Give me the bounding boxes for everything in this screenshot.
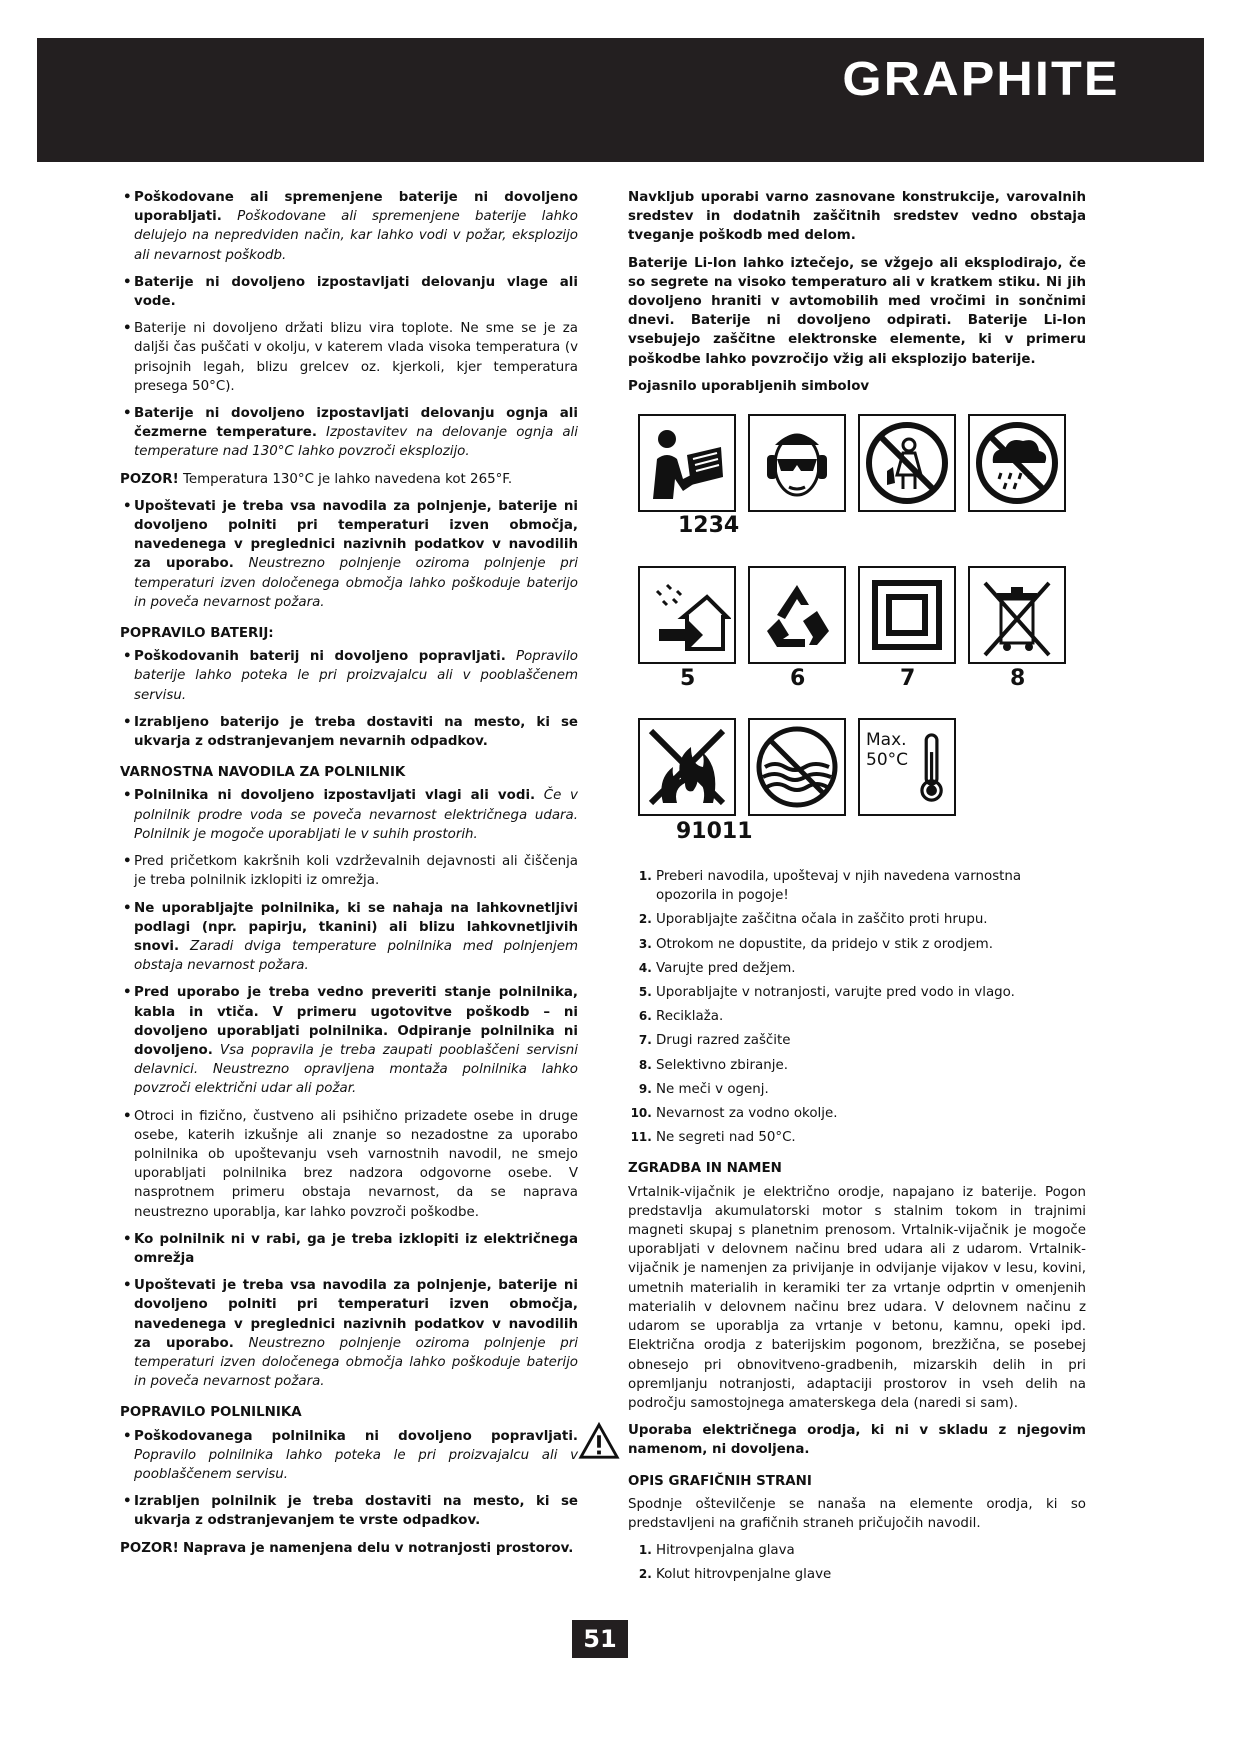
list-item: 1. Hitrovpenjalna glava — [656, 1541, 1086, 1560]
water-hazard-icon — [748, 718, 846, 816]
list-item: 1. Preberi navodila, upoštevaj v njih navedena varnostna opozorila in pogoje! — [656, 867, 1086, 905]
temp-label: 50°C — [866, 750, 909, 771]
right-column — [628, 188, 1086, 1593]
max-temperature-icon — [858, 718, 956, 816]
bullet-flammable: • Ne uporabljajte polnilnika, ki se nahaja na lahkovnetljivi podlagi (npr. papirju, tkanini) ali blizu lahkovnetljivih snovi. Zaradi dviga temperature polnilnika med polnjenjem obstaja nevarnost požara. — [120, 899, 578, 976]
list-item: 10. Nevarnost za vodno okolje. — [656, 1104, 1086, 1123]
indoor-use-icon — [638, 566, 736, 664]
list-item: 4. Varujte pred dežjem. — [656, 959, 1086, 978]
no-children-icon — [858, 414, 956, 512]
list-item: 2. Uporabljajte zaščitna očala in zaščito proti hrupu. — [656, 910, 1086, 929]
bullet-disposal: • Izrabljeno baterijo je treba dostaviti na mesto, ki se ukvarja z odstranjevanjem nevarnih odpadkov. — [120, 713, 578, 751]
goggles-ear-protection-icon — [748, 414, 846, 512]
max-label: Max. — [866, 730, 907, 751]
list-item: 9. Ne meči v ogenj. — [656, 1080, 1086, 1099]
bullet-check-charger: • Pred uporabo je treba vedno preveriti stanje polnilnika, kabla in vtiča. V primeru ugotovitve poškodb – ni dovoljeno uporabljati polnilnika. Odpiranje polnilnika ni dovoljeno. Vsa popravila je treba zaupati pooblaščeni servisni delavnici. Neustrezno opravljena montaža polnilnika lahko povzroči električni udar ali požar. — [120, 983, 578, 1098]
bullet-maintenance: • Pred pričetkom kakršnih koli vzdrževalnih dejavnosti ali čiščenja je treba polnilnik izklopiti iz omrežja. — [120, 852, 578, 890]
label-7: 7 — [900, 666, 916, 692]
list-item: 11. Ne segreti nad 50°C. — [656, 1128, 1086, 1147]
list-item: 7. Drugi razred zaščite — [656, 1031, 1086, 1050]
thermometer-icon — [860, 720, 954, 814]
heading-charger-repair: POPRAVILO POLNILNIKA — [120, 1405, 302, 1421]
bullet-charger-water: • Polnilnika ni dovoljeno izpostavljati vlagi ali vodi. Če v polnilnik prodre voda se poveča nevarnost električnega udara. Polnilnik je mogoče uporabljati le v suhih prostorih. — [120, 786, 578, 844]
symbols-list — [628, 867, 1086, 1147]
graphite-logo: GRAPHITE — [842, 53, 1120, 106]
class-ii-protection-icon — [858, 566, 956, 664]
no-rain-icon — [968, 414, 1066, 512]
bullet-no-repair: • Poškodovanih baterij ni dovoljeno popravljati. Popravilo baterije lahko poteka le pri proizvajalcu ali v pooblaščenem servisu. — [120, 647, 578, 705]
paragraph-graphic-pages: Spodnje oštevilčenje se nanaša na elemente orodja, ki so predstavljeni na grafičnih straneh pričujočih navodil. — [628, 1496, 1086, 1531]
paragraph-li-ion: Baterije Li-Ion lahko iztečejo, se vžgejo ali eksplodirajo, če so segrete na visoko temperaturo ali v kratkem stiku. Ni jih dovoljeno hraniti v avtomobilih med vročimi in sončnimi dnevi. Baterije ni dovoljeno odpirati. Baterije Li-Ion vsebujejo zaščitne elektronske elemente, ki v primeru poškodbe lahko povzročijo vžig ali eksplozijo baterije. — [628, 255, 1086, 367]
paragraph-construction: Vrtalnik-vijačnik je električno orodje, napajano iz baterije. Pogon predstavlja akumulatorski motor s stalnim tokom in trajnimi magneti skupaj s planetnim prenosom. Vrtalnik-vijačnik je mogoče uporabljati v delovnem načinu bred udara ali z udarom. Vrtalnik-vijačnik je namenjen za privijanje in odvijanje vijakov v lesu, kovini, umetnih materialih in keramiki ter za vrtanje odprtin v omenjenih materialih v delovnem načinu brez udara. V delovnem načinu z udarom se uporablja za vrtanje v betonu, kamnu, opeki ipd. Električna orodja z baterijskim pogonom, brezžična, se posebej obnesejo pri obnovitveno-gradbenih, mizarskih delih in pri opremljanju notranjosti, adaptaciji prostorov in vseh delih na področju samostojnega amaterskega dela (naredi si sam). — [628, 1184, 1086, 1411]
label-8: 8 — [1010, 666, 1026, 692]
bullet-charging: • Upoštevati je treba vsa navodila za polnjenje, baterije ni dovoljeno polniti pri temperaturi izven območja, navedenega v preglednici nazivnih podatkov v navodilih za uporabo. Neustrezno polnjenje oziroma polnjenje pri temperaturi izven določenega območja lahko poškoduje baterijo in poveča nevarnost požara. — [120, 497, 578, 612]
warning-temperature: POZOR! Temperatura 130°C je lahko navedena kot 265°F. — [120, 471, 513, 487]
bullet-fire: • Baterije ni dovoljeno izpostavljati delovanju ognja ali čezmerne temperature. Izpostavitev na delovanje ognja ali temperature nad 130°C lahko povzroči eksplozijo. — [120, 404, 578, 462]
label-91011: 91011 — [676, 819, 753, 845]
label-5: 5 — [680, 666, 696, 692]
heading-battery-repair: POPRAVILO BATERIJ: — [120, 626, 274, 642]
bullet-heat-source: • Baterije ni dovoljeno držati blizu vira toplote. Ne sme se je za daljši čas puščati v okolju, v katerem vlada visoka temperatura (v prisojnih legah, blizu grelcev oz. kjerkoli, kjer temperatura presega 50°C). — [120, 319, 578, 396]
label-1234: 1234 — [678, 513, 740, 539]
no-fire-icon — [638, 718, 736, 816]
read-manual-icon — [638, 414, 736, 512]
list-item: 3. Otrokom ne dopustite, da pridejo v stik z orodjem. — [656, 935, 1086, 954]
bullet-moisture: • Baterije ni dovoljeno izpostavljati delovanju vlage ali vode. — [120, 273, 578, 311]
paragraph-residual-risk: Navkljub uporabi varno zasnovane konstrukcije, varovalnih sredstev in dodatnih zaščitnih sredstev vedno obstaja tveganje poškodb med delom. — [628, 190, 1086, 244]
symbol-grid — [628, 404, 1086, 859]
label-6: 6 — [790, 666, 806, 692]
warning-indoor: POZOR! Naprava je namenjena delu v notranjosti prostorov. — [120, 1540, 574, 1556]
list-item: 8. Selektivno zbiranje. — [656, 1056, 1086, 1075]
weee-bin-icon — [968, 566, 1066, 664]
parts-list — [628, 1541, 1086, 1584]
heading-construction: ZGRADBA IN NAMEN — [628, 1161, 782, 1177]
recycle-icon — [748, 566, 846, 664]
paragraph-misuse-warning: Uporaba električnega orodja, ki ni v skladu z njegovim namenom, ni dovoljena. — [628, 1421, 1086, 1459]
bullet-charger-disposal: • Izrabljen polnilnik je treba dostaviti na mesto, ki se ukvarja z odstranjevanjem te vrste odpadkov. — [120, 1492, 578, 1530]
warning-triangle-icon — [578, 1421, 620, 1461]
list-item: 6. Reciklaža. — [656, 1007, 1086, 1026]
bullet-charging-2: • Upoštevati je treba vsa navodila za polnjenje, baterije ni dovoljeno polniti pri temperaturi izven območja, navedenega v preglednici nazivnih podatkov v navodilih za uporabo. Neustrezno polnjenje oziroma polnjenje pri temperaturi izven določenega območja lahko poškoduje baterijo in poveča nevarnost požara. — [120, 1276, 578, 1391]
bullet-damaged-batteries: • Poškodovane ali spremenjene baterije ni dovoljeno uporabljati. Poškodovane ali spremenjene baterije lahko delujejo na nepredviden način, kar lahko vodi v požar, eksplozijo ali nevarnost poškodb. — [120, 188, 578, 265]
bullet-charger-no-repair: • Poškodovanega polnilnika ni dovoljeno popravljati. Popravilo polnilnika lahko poteka le pri proizvajalcu ali v pooblaščenem servisu. — [120, 1427, 578, 1485]
heading-graphic-pages: OPIS GRAFIČNIH STRANI — [628, 1473, 812, 1489]
heading-charger-safety: VARNOSTNA NAVODILA ZA POLNILNIK — [120, 765, 406, 781]
bullet-children: • Otroci in fizično, čustveno ali psihično prizadete osebe in druge osebe, katerih izkušnje ali znanje so nezadostne za uporabo polnilnika ob upoštevanju vseh varnostnih navodil, ne smejo uporabljati polnilnika brez nadzora odgovorne osebe. V nasprotnem primeru obstaja nevarnost, da se naprava neustrezno uporablja, kar lahko povzroči poškodbe. — [120, 1107, 578, 1222]
list-item: 5. Uporabljajte v notranjosti, varujte pred vodo in vlago. — [656, 983, 1086, 1002]
left-column — [120, 188, 578, 1566]
heading-symbols: Pojasnilo uporabljenih simbolov — [628, 378, 870, 394]
page-number: 51 — [572, 1620, 628, 1658]
list-item: 2. Kolut hitrovpenjalne glave — [656, 1565, 1086, 1584]
bullet-unplug: • Ko polnilnik ni v rabi, ga je treba izklopiti iz električnega omrežja — [120, 1230, 578, 1268]
